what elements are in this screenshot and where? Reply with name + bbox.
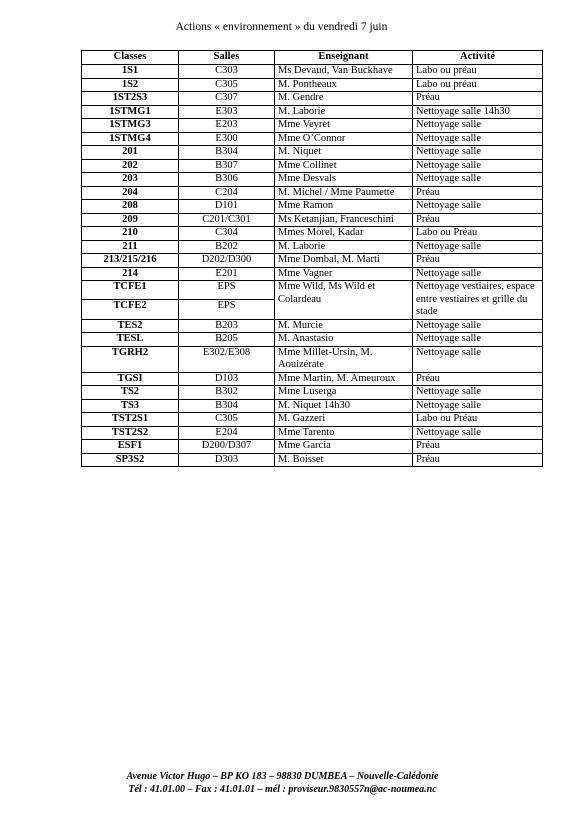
cell-salle: C303 <box>179 65 275 79</box>
table-row <box>82 399 543 413</box>
cell-salle: C304 <box>179 227 275 241</box>
cell-enseignant: M. Laborie <box>275 105 413 119</box>
cell-enseignant: Mme O’Connor <box>275 132 413 146</box>
table-row <box>82 119 543 133</box>
table-row <box>82 254 543 268</box>
cell-salle: B302 <box>179 386 275 400</box>
cell-activite: Nettoyage salle <box>413 132 543 146</box>
cell-salle: D303 <box>179 453 275 467</box>
cell-enseignant: Mme Luserga <box>275 386 413 400</box>
footer-address: Avenue Victor Hugo – BP KO 183 – 98830 DUMBEA – Nouvelle-Calédonie <box>126 771 439 782</box>
header-activite: Activité <box>413 51 543 65</box>
cell-salle: B202 <box>179 240 275 254</box>
table-row <box>82 413 543 427</box>
cell-classe: 208 <box>82 200 179 214</box>
table-row <box>82 200 543 214</box>
table-row <box>82 186 543 200</box>
table-row <box>82 372 543 386</box>
cell-salle: C201/C301 <box>179 213 275 227</box>
cell-activite: Nettoyage salle 14h30 <box>413 105 543 119</box>
cell-activite: Nettoyage salle <box>413 240 543 254</box>
cell-enseignant: Mme Collinet <box>275 159 413 173</box>
cell-activite: Labo ou Préau <box>413 227 543 241</box>
cell-classe: 201 <box>82 146 179 160</box>
cell-enseignant: Mme Garcia <box>275 440 413 454</box>
cell-salle: E303 <box>179 105 275 119</box>
cell-enseignant: Mme Dombal, M. Marti <box>275 254 413 268</box>
cell-classe: TGSI <box>82 372 179 386</box>
cell-classe: TCFE1 <box>82 281 179 300</box>
cell-classe: 1STMG3 <box>82 119 179 133</box>
schedule-table <box>81 50 543 467</box>
header-salles: Salles <box>179 51 275 65</box>
cell-enseignant: M. Anastasio <box>275 333 413 347</box>
cell-classe: 211 <box>82 240 179 254</box>
cell-activite: Nettoyage vestiaires, espace entre vestiaires et grille du stade <box>413 281 543 320</box>
cell-enseignant: M. Michel / Mme Paumette <box>275 186 413 200</box>
cell-salle: C305 <box>179 413 275 427</box>
cell-classe: 204 <box>82 186 179 200</box>
cell-classe: 214 <box>82 267 179 281</box>
cell-salle: D103 <box>179 372 275 386</box>
cell-activite: Nettoyage salle <box>413 173 543 187</box>
table-row <box>82 426 543 440</box>
cell-salle: D202/D300 <box>179 254 275 268</box>
table-row <box>82 213 543 227</box>
cell-activite: Préau <box>413 453 543 467</box>
cell-classe: 213/215/216 <box>82 254 179 268</box>
cell-salle: C204 <box>179 186 275 200</box>
cell-salle: E302/E308 <box>179 346 275 372</box>
cell-enseignant: Mme Veyret <box>275 119 413 133</box>
document-title: Actions « environnement » du vendredi 7 juin <box>175 21 388 33</box>
header-enseignant: Enseignant <box>275 51 413 65</box>
cell-classe: 209 <box>82 213 179 227</box>
cell-salle: B205 <box>179 333 275 347</box>
cell-salle: B203 <box>179 319 275 333</box>
cell-salle: EPS <box>179 281 275 300</box>
table-row <box>82 92 543 106</box>
footer-contact: Tél : 41.01.00 – Fax : 41.01.01 – mél : proviseur.9830557n@ac-noumea.nc <box>128 784 437 795</box>
cell-enseignant: M. Niquet 14h30 <box>275 399 413 413</box>
cell-enseignant: M. Murcie <box>275 319 413 333</box>
cell-classe: TST2S2 <box>82 426 179 440</box>
cell-classe: 210 <box>82 227 179 241</box>
table-row <box>82 105 543 119</box>
cell-salle: C307 <box>179 92 275 106</box>
table-row <box>82 453 543 467</box>
table-header-row <box>82 51 543 65</box>
cell-enseignant: Ms Devaud, Van Buckhave <box>275 65 413 79</box>
cell-classe: 202 <box>82 159 179 173</box>
cell-salle: D101 <box>179 200 275 214</box>
cell-activite: Labo ou Préau <box>413 413 543 427</box>
cell-enseignant: Mme Wild, Ms Wild et Colardeau <box>275 281 413 320</box>
cell-activite: Nettoyage salle <box>413 346 543 372</box>
cell-salle: B304 <box>179 146 275 160</box>
cell-enseignant: M. Niquet <box>275 146 413 160</box>
cell-salle: E300 <box>179 132 275 146</box>
cell-salle: B306 <box>179 173 275 187</box>
cell-activite: Préau <box>413 254 543 268</box>
cell-enseignant: Mme Vagner <box>275 267 413 281</box>
table-row <box>82 267 543 281</box>
cell-salle: C305 <box>179 78 275 92</box>
cell-activite: Nettoyage salle <box>413 267 543 281</box>
cell-salle: B304 <box>179 399 275 413</box>
table-row <box>82 227 543 241</box>
cell-salle: E204 <box>179 426 275 440</box>
cell-classe: TS2 <box>82 386 179 400</box>
cell-enseignant: Mme Millet-Ursin, M. Aouizérate <box>275 346 413 372</box>
cell-classe: TES2 <box>82 319 179 333</box>
cell-activite: Nettoyage salle <box>413 319 543 333</box>
cell-classe: 1STMG4 <box>82 132 179 146</box>
cell-enseignant: Mme Desvals <box>275 173 413 187</box>
cell-activite: Labo ou préau <box>413 78 543 92</box>
cell-enseignant: Mme Martin, M. Ameuroux <box>275 372 413 386</box>
cell-activite: Préau <box>413 213 543 227</box>
cell-classe: TCFE2 <box>82 300 179 319</box>
cell-activite: Préau <box>413 92 543 106</box>
table-body <box>82 65 543 467</box>
table-row <box>82 386 543 400</box>
cell-classe: 1S1 <box>82 65 179 79</box>
cell-activite: Nettoyage salle <box>413 399 543 413</box>
cell-classe: TGRH2 <box>82 346 179 372</box>
cell-salle: E201 <box>179 267 275 281</box>
cell-salle: EPS <box>179 300 275 319</box>
table-row <box>82 173 543 187</box>
table-row <box>82 146 543 160</box>
table-row <box>82 319 543 333</box>
cell-activite: Nettoyage salle <box>413 333 543 347</box>
cell-enseignant: M. Gendre <box>275 92 413 106</box>
cell-enseignant: Mmes Morel, Kadar <box>275 227 413 241</box>
cell-activite: Labo ou préau <box>413 65 543 79</box>
cell-activite: Nettoyage salle <box>413 426 543 440</box>
table-row <box>82 65 543 79</box>
cell-activite: Nettoyage salle <box>413 146 543 160</box>
table-row <box>82 281 543 300</box>
cell-enseignant: M. Gazzeri <box>275 413 413 427</box>
cell-activite: Préau <box>413 372 543 386</box>
cell-classe: TST2S1 <box>82 413 179 427</box>
table-row <box>82 333 543 347</box>
cell-activite: Préau <box>413 440 543 454</box>
cell-salle: D200/D307 <box>179 440 275 454</box>
cell-classe: 203 <box>82 173 179 187</box>
cell-enseignant: Ms Ketanjian, Franceschini <box>275 213 413 227</box>
cell-activite: Nettoyage salle <box>413 119 543 133</box>
cell-enseignant: M. Pontheaux <box>275 78 413 92</box>
cell-classe: TESL <box>82 333 179 347</box>
cell-enseignant: Mme Ramon <box>275 200 413 214</box>
table-row <box>82 440 543 454</box>
cell-salle: E203 <box>179 119 275 133</box>
table-row <box>82 240 543 254</box>
page-footer <box>0 770 571 796</box>
header-classes: Classes <box>82 51 179 65</box>
cell-classe: SP3S2 <box>82 453 179 467</box>
cell-salle: B307 <box>179 159 275 173</box>
cell-activite: Nettoyage salle <box>413 159 543 173</box>
table-row <box>82 346 543 372</box>
cell-activite: Préau <box>413 186 543 200</box>
table-row <box>82 78 543 92</box>
cell-enseignant: M. Boisset <box>275 453 413 467</box>
table-row <box>82 132 543 146</box>
cell-classe: TS3 <box>82 399 179 413</box>
cell-classe: 1STMG1 <box>82 105 179 119</box>
table-row <box>82 159 543 173</box>
cell-activite: Nettoyage salle <box>413 200 543 214</box>
cell-activite: Nettoyage salle <box>413 386 543 400</box>
cell-classe: 1ST2S3 <box>82 92 179 106</box>
cell-classe: 1S2 <box>82 78 179 92</box>
cell-classe: ESF1 <box>82 440 179 454</box>
cell-enseignant: Mme Tarento <box>275 426 413 440</box>
cell-enseignant: M. Laborie <box>275 240 413 254</box>
